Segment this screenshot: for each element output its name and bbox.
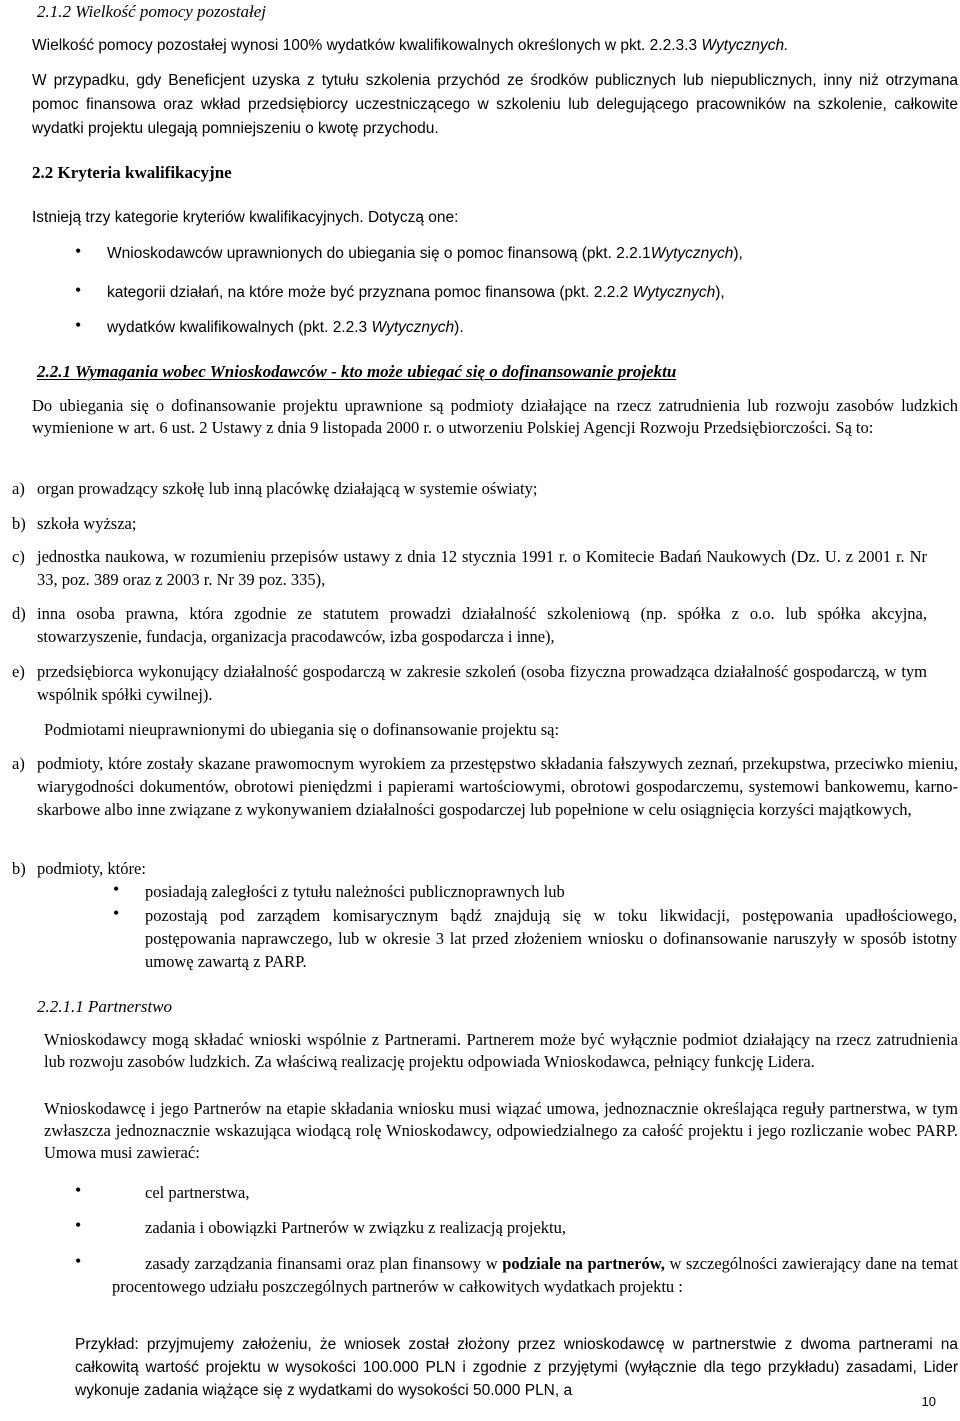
agreement-bullet-1: cel partnerstwa, bbox=[145, 1183, 250, 1202]
list-text: podmioty, które zostały skazane prawomocnym wyrokiem za przestępstwo składania fałszywych zeznań, przekupstwa, przeciwko mieniu, wiarygodności dokumentów, obrotowi pieniędzmi i papierami wartościowymi, obrotowi gospodarczemu, systemowi bankowemu, karno-skarbowe albo inne związane z wykonywaniem działalności gospodarczej lub popełnione w celu osiągnięcia korzyści majątkowych, bbox=[37, 754, 958, 819]
criteria-ref: Wytycznych bbox=[632, 284, 716, 301]
section-heading-2-2-1: 2.2.1 Wymagania wobec Wnioskodawców - kto może ubiegać się o dofinansowanie projektu bbox=[37, 362, 677, 381]
sub-bullet-1: posiadają zaległości z tytułu należności publicznoprawnych lub bbox=[145, 882, 565, 901]
aid-amount-ref: Wytycznych. bbox=[701, 37, 789, 54]
partnership-paragraph-2: Wnioskodawcę i jego Partnerów na etapie składania wniosku musi wiązać umowa, jednoznacznie określająca reguły partnerstwa, w tym zwłaszcza jednoznacznie wskazująca wiodącą rolę Wnioskodawcy, odpowiedzialnego za całość projektu i jego rozliczanie wobec PARP. Umowa musi zawierać: bbox=[44, 1099, 958, 1162]
paragraph-aid-amount bbox=[32, 34, 788, 57]
bullet-icon: • bbox=[113, 879, 120, 899]
bullet-icon: • bbox=[75, 1215, 82, 1235]
criteria-text: Wnioskodawców uprawnionych do ubiegania się o pomoc finansową (pkt. 2.2.1 bbox=[107, 245, 651, 262]
list-text: przedsiębiorca wykonujący działalność gospodarczą w zakresie szkoleń (osoba fizyczna prowadząca działalność gospodarczą, w tym wspólnik spółki cywilnej). bbox=[37, 662, 927, 704]
entitled-intro: Do ubiegania się o dofinansowanie projektu uprawnione są podmioty działające na rzecz zatrudnienia lub rozwoju zasobów ludzkich wymienione w art. 6 ust. 2 Ustawy z dnia 9 listopada 2000 r. o utworzeniu Polskiej Agencji Rozwoju Przedsiębiorczości. Są to: bbox=[32, 396, 958, 437]
list-letter: e) bbox=[12, 662, 25, 681]
bullet-icon: • bbox=[75, 1251, 82, 1271]
list-text: szkoła wyższa; bbox=[37, 514, 137, 533]
section-heading-2-2: 2.2 Kryteria kwalifikacyjne bbox=[32, 163, 232, 182]
list-letter: a) bbox=[12, 754, 25, 773]
bullet-icon: • bbox=[75, 280, 82, 300]
agreement-bullet-2: zadania i obowiązki Partnerów w związku z realizacją projektu, bbox=[145, 1218, 567, 1237]
section-heading-2-1-2: 2.1.2 Wielkość pomocy pozostałej bbox=[37, 2, 266, 21]
list-letter: a) bbox=[12, 479, 25, 498]
criteria-text: wydatków kwalifikowalnych (pkt. 2.2.3 bbox=[107, 319, 372, 336]
agreement-bullet-3 bbox=[112, 1252, 958, 1298]
agreement-text: zasady zarządzania finansami oraz plan finansowy w bbox=[145, 1254, 503, 1273]
criteria-ref: Wytycznych bbox=[371, 319, 455, 336]
bullet-icon: • bbox=[113, 903, 120, 923]
criteria-tail: ), bbox=[733, 245, 743, 262]
criteria-tail: ), bbox=[715, 284, 725, 301]
unentitled-intro: Podmiotami nieuprawnionymi do ubiegania się o dofinansowanie projektu są: bbox=[44, 720, 560, 739]
criteria-intro: Istnieją trzy kategorie kryteriów kwalifikacyjnych. Dotyczą one: bbox=[32, 209, 459, 226]
list-text: podmioty, które: bbox=[37, 859, 146, 878]
page-number: 10 bbox=[921, 1394, 936, 1409]
aid-amount-text: Wielkość pomocy pozostałej wynosi 100% wydatków kwalifikowalnych określonych w pkt. 2.2.3.3 bbox=[32, 37, 702, 54]
sub-bullet-2: pozostają pod zarządem komisarycznym bądź znajdują się w toku likwidacji, postępowania upadłościowego, postępowania naprawczego, lub w okresie 3 lat przed złożeniem wniosku o dofinansowanie naruszyły w sposób istotny umowę zawartą z PARP. bbox=[145, 906, 957, 971]
list-letter: b) bbox=[12, 859, 26, 878]
list-letter: d) bbox=[12, 604, 26, 623]
bullet-icon: • bbox=[75, 1180, 82, 1200]
agreement-tail: w szczególności zawierający dane na temat procentowego udziału poszczególnych partnerów w całkowitych wydatkach projektu : bbox=[112, 1254, 959, 1296]
criteria-tail: ). bbox=[454, 319, 464, 336]
bullet-icon: • bbox=[75, 241, 82, 261]
criteria-bullet-3 bbox=[107, 316, 464, 339]
criteria-bullet-1 bbox=[107, 242, 743, 265]
agreement-bold: podziale na partnerów, bbox=[502, 1254, 665, 1273]
criteria-bullet-2 bbox=[107, 281, 725, 304]
criteria-text: kategorii działań, na które może być przyznana pomoc finansowa (pkt. 2.2.2 bbox=[107, 284, 633, 301]
criteria-ref: Wytycznych bbox=[650, 245, 734, 262]
list-text: organ prowadzący szkołę lub inną placówkę działającą w systemie oświaty; bbox=[37, 479, 538, 498]
section-heading-2-2-1-1: 2.2.1.1 Partnerstwo bbox=[37, 997, 173, 1016]
list-letter: c) bbox=[12, 547, 25, 566]
bullet-icon: • bbox=[75, 315, 82, 335]
paragraph-income: W przypadku, gdy Beneficjent uzyska z tytułu szkolenia przychód ze środków publicznych lub niepublicznych, inny niż otrzymana pomoc finansowa oraz wkład przedsiębiorcy uczestniczącego w szkoleniu lub delegującego pracowników na szkolenie, całkowite wydatki projektu ulegają pomniejszeniu o kwotę przychodu. bbox=[32, 72, 958, 137]
partnership-paragraph-1: Wnioskodawcy mogą składać wnioski wspólnie z Partnerami. Partnerem może być wyłącznie podmiot działający na rzecz zatrudnienia lub rozwoju zasobów ludzkich. Za właściwą realizację projektu odpowiada Wnioskodawca, pełniący funkcję Lidera. bbox=[44, 1030, 958, 1071]
list-text: inna osoba prawna, która zgodnie ze statutem prowadzi działalność szkoleniową (np. spółka z o.o. lub spółka akcyjna, stowarzyszenie, fundacja, organizacja pracodawców, izba gospodarcza i inne), bbox=[37, 604, 927, 646]
list-letter: b) bbox=[12, 514, 26, 533]
example-paragraph: Przykład: przyjmujemy założeniu, że wniosek został złożony przez wnioskodawcę w partnerstwie z dwoma partnerami na całkowitą wartość projektu w wysokości 100.000 PLN i zgodnie z przyjętymi (wyłącznie dla tego przykładu) zasadami, Lider wykonuje zadania wiążące się z wydatkami do wysokości 50.000 PLN, a bbox=[75, 1336, 958, 1399]
list-text: jednostka naukowa, w rozumieniu przepisów ustawy z dnia 12 stycznia 1991 r. o Komitecie Badań Naukowych (Dz. U. z 2001 r. Nr 33, poz. 389 oraz z 2003 r. Nr 39 poz. 335), bbox=[37, 547, 927, 589]
